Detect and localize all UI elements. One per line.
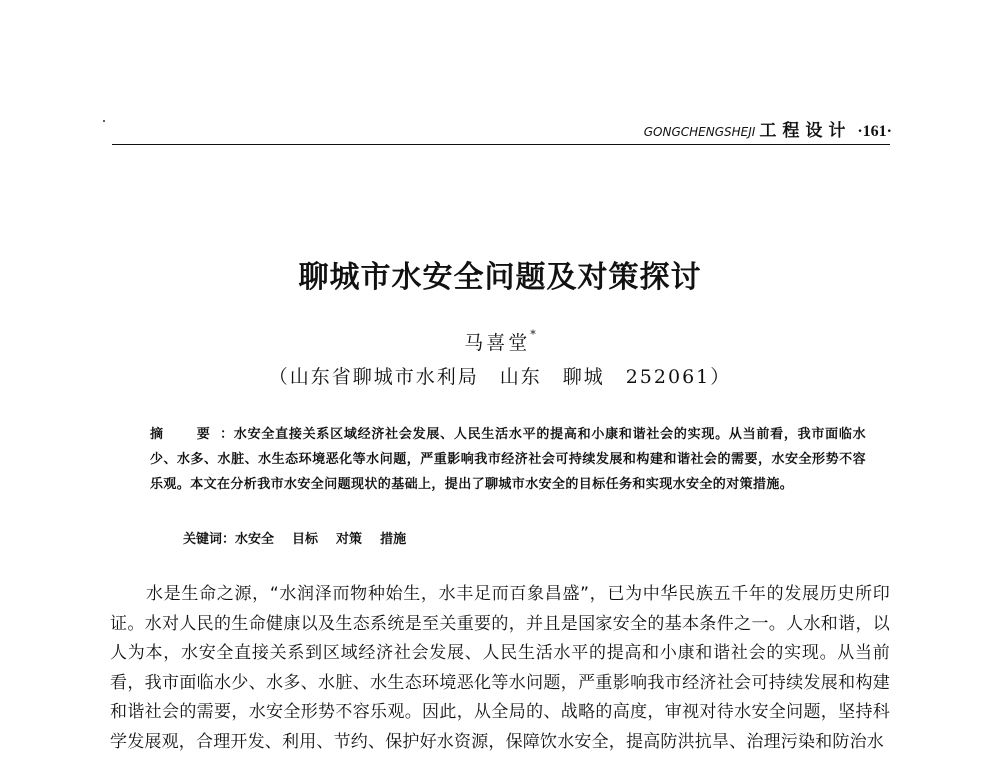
author-name: 马喜堂 [464, 332, 531, 354]
keyword-item: 对策 [336, 532, 363, 547]
header-rule [112, 144, 890, 145]
abstract-text: ：水安全直接关系区域经济社会发展、人民生活水平的提高和小康和谐社会的实现。从当前看，我市面临水少、水多、水脏、水生态环境恶化等水问题，严重影响我市经济社会可持续发展和构建和谐社会的需要，水安全形势不容乐观。本文在分析我市水安全问题现状的基础上，提出了聊城市水安全的目标任务和实现水安全的对策措施。 [150, 427, 866, 492]
keyword-item: ：水安全 [222, 532, 275, 547]
keyword-item: 目标 [292, 532, 319, 547]
abstract [150, 422, 866, 497]
journal-name: 工程设计 [759, 121, 852, 141]
journal-pinyin: GONGCHENGSHEJI [643, 125, 756, 139]
author-footnote-mark: * [530, 328, 536, 341]
running-header [600, 116, 892, 140]
page-number: ·161· [857, 123, 892, 140]
keywords [183, 529, 863, 551]
author-affiliation: （山东省聊城市水利局 山东 聊城 252061） [268, 366, 732, 388]
abstract-label: 摘 要 [150, 427, 221, 442]
body-paragraph: 水是生命之源，“水润泽而物种始生，水丰足而百象昌盛”，已为中华民族五千年的发展历史所印证。水对人民的生命健康以及生态系统是至关重要的，并且是国家安全的基本条件之一。人水和谐，以人为本，水安全直接关系到区域经济社会发展、人民生活水平的提高和小康和谐社会的实现。从当前看，我市面临水少、水多、水脏、水生态环境恶化等水问题，严重影响我市经济社会可持续发展和构建和谐社会的需要，水安全形势不容乐观。因此，从全局的、战略的高度，审视对待水安全问题，坚持科学发展观，合理开发、利用、节约、保护好水资源，保障饮水安全，提高防洪抗旱、治理污染和防治水 [110, 584, 890, 752]
author-line [0, 328, 1000, 355]
scan-speck [103, 120, 105, 122]
keywords-label: 关键词 [183, 532, 223, 547]
keyword-item: 措施 [380, 532, 407, 547]
article-title: 聊城市水安全问题及对策探讨 [298, 260, 702, 295]
